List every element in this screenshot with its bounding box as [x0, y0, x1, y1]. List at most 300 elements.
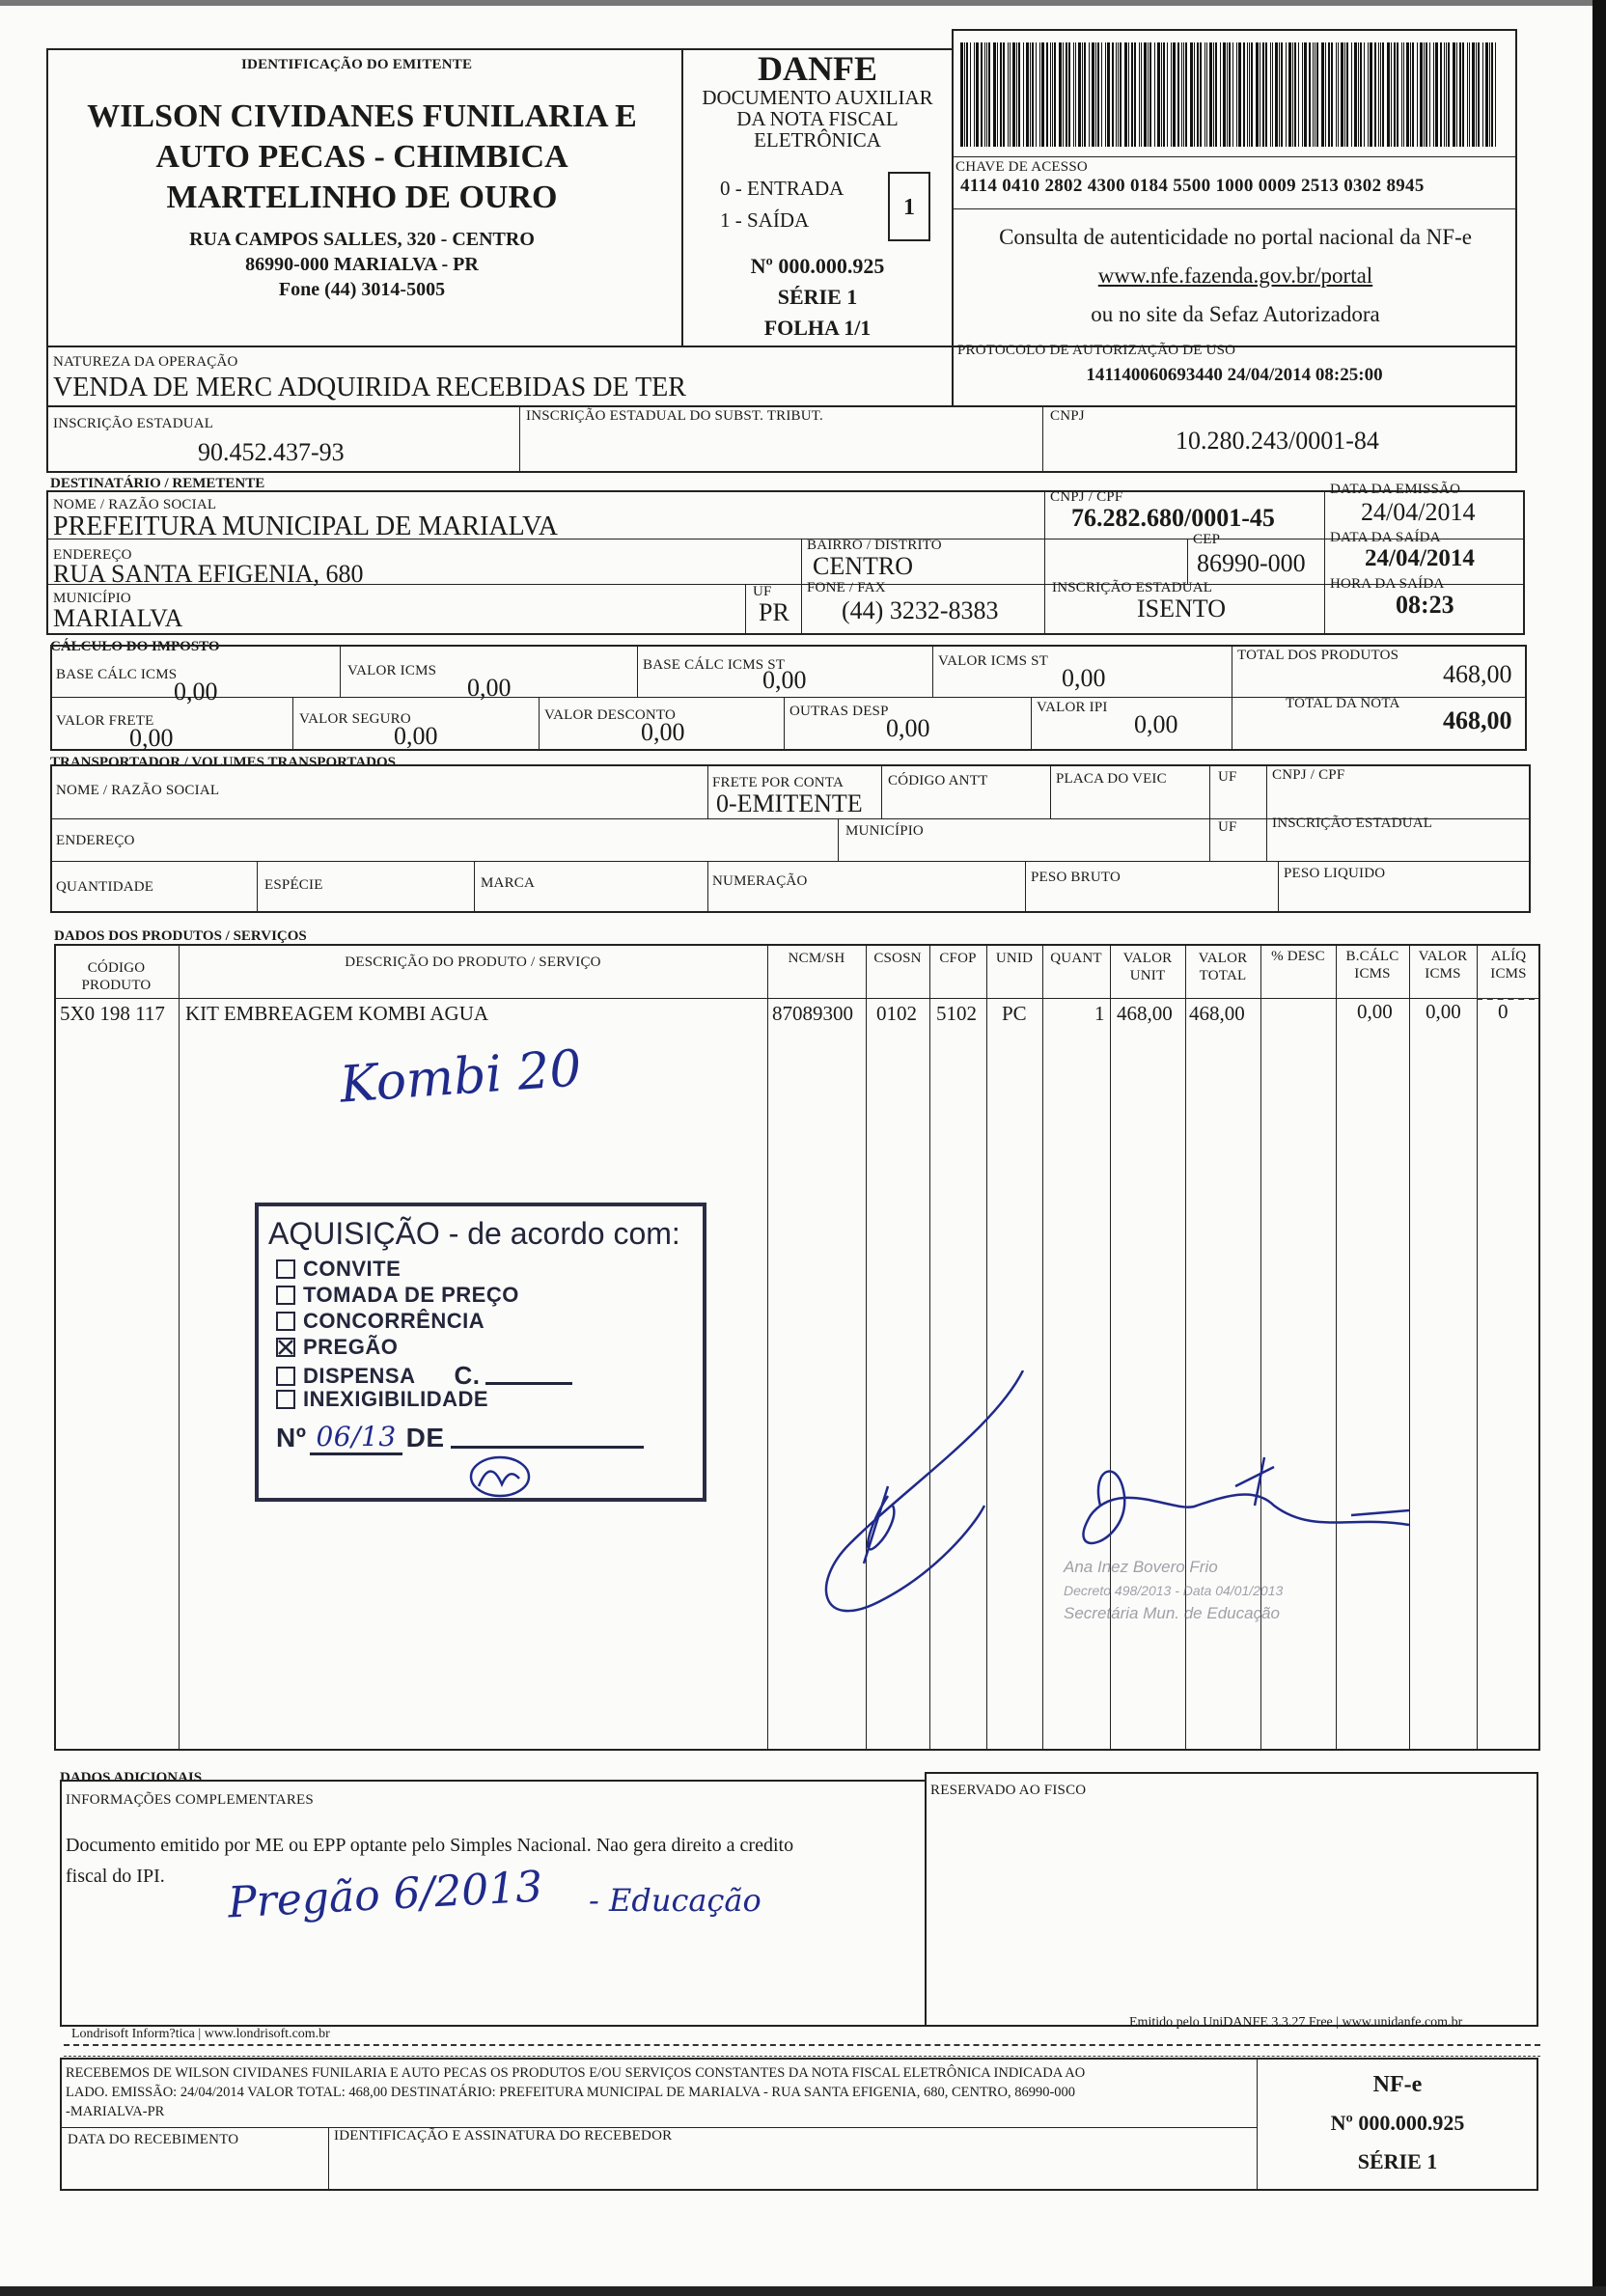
th-aliq-1: ALÍQ	[1490, 949, 1527, 964]
barcode-bar	[1124, 42, 1127, 147]
barcode-bar	[1075, 42, 1076, 147]
barcode-bar	[1321, 42, 1324, 147]
stamp-c-label: C.	[454, 1361, 481, 1390]
td-ncm: 87089300	[772, 1002, 853, 1025]
ipi-label: VALOR IPI	[1037, 700, 1108, 715]
dest-bairro-label: BAIRRO / DISTRITO	[807, 538, 942, 553]
stamp-opt-convite	[276, 1257, 401, 1282]
barcode-bar	[1380, 42, 1381, 147]
barcode-bar	[1016, 42, 1017, 147]
barcode-bar	[1313, 42, 1314, 147]
barcode-bar	[1286, 42, 1287, 147]
tr-v11	[1278, 861, 1279, 913]
barcode-bar	[1213, 42, 1214, 147]
checkbox-inexigibilidade	[276, 1390, 295, 1409]
barcode-bar	[1316, 42, 1318, 147]
tr-v4	[1209, 764, 1210, 861]
dest-bairro: CENTRO	[813, 552, 913, 580]
th-aliq	[1477, 948, 1540, 982]
barcode-bar	[1082, 42, 1083, 147]
stamp-numero-label: Nº	[276, 1423, 307, 1452]
th-unid: UNID	[995, 951, 1034, 966]
canhoto-text2: LADO. EMISSÃO: 24/04/2014 VALOR TOTAL: 468,00 DESTINATÁRIO: PREFEITURA MUNICIPAL DE MARIALVA - RUA SANTA EFIGENIA, 680, CENTRO, 86990-000	[66, 2085, 1076, 2100]
barcode-bar	[1410, 42, 1411, 147]
barcode-bar	[1489, 42, 1490, 147]
ipi: 0,00	[1134, 710, 1178, 738]
table-row	[0, 1000, 1606, 1029]
transportador-section-label: TRANSPORTADOR / VOLUMES TRANSPORTADOS	[50, 755, 397, 770]
th-csosn: CSOSN	[873, 951, 922, 966]
barcode-bar	[1092, 42, 1094, 147]
barcode-bar	[1120, 42, 1121, 147]
barcode-bar	[1251, 42, 1253, 147]
barcode-bar	[1440, 42, 1442, 147]
barcode-bar	[1003, 42, 1005, 147]
barcode-bar	[1309, 42, 1311, 147]
th-vtotal-2: TOTAL	[1199, 968, 1247, 983]
protocolo-value: 141140060693440 24/04/2014 08:25:00	[1086, 365, 1383, 385]
tr-marca-label: MARCA	[481, 875, 536, 891]
barcode-bar	[1107, 42, 1110, 147]
fisco-label: RESERVADO AO FISCO	[930, 1783, 1087, 1798]
barcode-bar	[1394, 42, 1396, 147]
dest-v2	[1324, 490, 1325, 635]
th-bcalc	[1336, 948, 1409, 982]
barcode-bar	[1236, 42, 1237, 147]
tr-quantidade-label: QUANTIDADE	[56, 879, 154, 895]
barcode-bar	[1050, 42, 1051, 147]
barcode-bar	[1030, 42, 1031, 147]
tr-v2	[881, 764, 882, 818]
barcode-bar	[1046, 42, 1048, 147]
barcode-bar	[1374, 42, 1376, 147]
barcode-bar	[1118, 42, 1119, 147]
stamp-initials-scribble	[461, 1448, 539, 1506]
barcode-bar	[1491, 42, 1493, 147]
signature-line2: Decreto 498/2013 - Data 04/01/2013	[1064, 1583, 1284, 1598]
barcode-bar	[966, 42, 968, 147]
barcode-bar	[1243, 42, 1245, 147]
th-codigo-2: PRODUTO	[81, 978, 152, 993]
dest-endereco-label: ENDEREÇO	[53, 547, 132, 563]
barcode-bar	[1249, 42, 1250, 147]
barcode-bar	[1105, 42, 1106, 147]
barcode-bar	[974, 42, 975, 147]
chave-consulta2: ou no site da Sefaz Autorizadora	[1091, 302, 1380, 326]
barcode-bar	[1036, 42, 1037, 147]
emitente-name-line3: MARTELINHO DE OURO	[166, 180, 558, 215]
barcode-bar	[1173, 42, 1176, 147]
tr-placa-label: PLACA DO VEIC	[1056, 771, 1167, 787]
barcode-bar	[1185, 42, 1187, 147]
barcode-bar	[1358, 42, 1359, 147]
barcode-bar	[1262, 42, 1264, 147]
stamp-c-blank	[485, 1368, 572, 1385]
barcode-bar	[1206, 42, 1207, 147]
desconto: 0,00	[641, 718, 685, 746]
barcode-bar	[1068, 42, 1070, 147]
barcode-bar	[1478, 42, 1480, 147]
canhoto-assinatura-label: IDENTIFICAÇÃO E ASSINATURA DO RECEBEDOR	[334, 2128, 673, 2144]
dest-saida-label: DATA DA SAÍDA	[1330, 530, 1441, 545]
barcode-bar	[1041, 42, 1044, 147]
barcode-bar	[1183, 42, 1184, 147]
barcode-bar	[1084, 42, 1086, 147]
barcode-bar	[1204, 42, 1205, 147]
emitente-name-line2: AUTO PECAS - CHIMBICA	[155, 139, 568, 175]
checkbox-concorrencia	[276, 1312, 295, 1331]
barcode-bar	[1095, 42, 1096, 147]
barcode-bar	[960, 42, 963, 147]
barcode-bar	[984, 42, 985, 147]
imposto-section-label: CÁLCULO DO IMPOSTO	[50, 639, 220, 654]
dest-saida: 24/04/2014	[1365, 545, 1475, 571]
natureza-value: VENDA DE MERC ADQUIRIDA RECEBIDAS DE TER	[53, 373, 686, 402]
barcode-bar	[1054, 42, 1056, 147]
tr-frete: 0-EMITENTE	[716, 789, 863, 817]
th-vicms	[1409, 948, 1477, 982]
barcode-bar	[964, 42, 965, 147]
danfe-tipo: 1	[903, 195, 915, 220]
barcode-bar	[1209, 42, 1212, 147]
cnpj-value: 10.280.243/0001-84	[1176, 427, 1379, 455]
signature-stamp-text	[1064, 1556, 1283, 1625]
canhoto-recebimento-label: DATA DO RECEBIMENTO	[68, 2132, 239, 2147]
barcode-bar	[993, 42, 996, 147]
stamp-numero-handwritten: 06/13	[310, 1421, 402, 1455]
stamp-opt-inexigibilidade	[276, 1387, 488, 1412]
tr-uf2-label: UF	[1218, 819, 1237, 835]
danfe-folha: FOLHA 1/1	[763, 316, 872, 340]
danfe-serie: SÉRIE 1	[777, 285, 858, 309]
footer-left: Londrisoft Inform?tica | www.londrisoft.com.br	[71, 2027, 330, 2041]
stamp-opt6-label: INEXIGIBILIDADE	[303, 1387, 489, 1411]
scan-edge-bottom	[0, 2286, 1606, 2296]
dest-emissao-label: DATA DA EMISSÃO	[1330, 482, 1461, 497]
tr-v8	[474, 861, 475, 913]
footer-right: Emitido pelo UniDANFE 3.3.27 Free | www.unidanfe.com.br	[1129, 2015, 1463, 2030]
th-codigo-1: CÓDIGO	[87, 960, 146, 976]
th-bcalc-1: B.CÁLC	[1345, 949, 1399, 964]
emitente-name	[58, 97, 666, 218]
outras-label: OUTRAS DESP	[789, 704, 889, 719]
ie-label: INSCRIÇÃO ESTADUAL	[53, 416, 214, 431]
dest-endereco: RUA SANTA EFIGENIA, 680	[53, 560, 364, 588]
handwritten-pregao-note: Pregão 6/2013	[226, 1862, 544, 1928]
td-descricao: KIT EMBREAGEM KOMBI AGUA	[185, 1002, 489, 1025]
prod-col-v1	[179, 944, 180, 1751]
row-dashed-line	[1477, 998, 1535, 1000]
barcode-bar	[1223, 42, 1226, 147]
stamp-title: AQUISIÇÃO - de acordo com:	[268, 1216, 680, 1251]
barcode-bar	[1446, 42, 1447, 147]
chave-divider	[952, 156, 1517, 157]
handwritten-educacao-note: - Educação	[589, 1882, 761, 1919]
barcode-bar	[1097, 42, 1099, 147]
tr-v5	[1266, 764, 1267, 861]
barcode-bar	[1194, 42, 1195, 147]
danfe-entrada: 0 - ENTRADA	[720, 177, 845, 200]
base-icms: 0,00	[174, 678, 218, 705]
danfe-tipo-box	[888, 172, 930, 241]
emitente-address-line1: RUA CAMPOS SALLES, 320 - CENTRO	[189, 229, 535, 250]
barcode-bar	[1391, 42, 1392, 147]
barcode-bar	[1128, 42, 1129, 147]
barcode-bar	[1459, 42, 1461, 147]
valor-st: 0,00	[1062, 664, 1106, 692]
emitente-name-line1: WILSON CIVIDANES FUNILARIA E	[87, 98, 637, 134]
th-ncm: NCM/SH	[788, 951, 845, 966]
chave-consulta-url[interactable]: www.nfe.fazenda.gov.br/portal	[1097, 263, 1373, 288]
barcode-bar	[1412, 42, 1414, 147]
tr-cnpj-label: CNPJ / CPF	[1272, 767, 1345, 783]
imp-v8	[1031, 697, 1032, 751]
barcode-bar	[1448, 42, 1450, 147]
dest-hora-label: HORA DA SAÍDA	[1330, 576, 1445, 592]
barcode-bar	[1298, 42, 1299, 147]
emitente-phone: Fone (44) 3014-5005	[278, 279, 446, 300]
barcode-bar	[1078, 42, 1081, 147]
frete-label: VALOR FRETE	[56, 713, 154, 729]
th-descricao: DESCRIÇÃO DO PRODUTO / SERVIÇO	[345, 954, 601, 970]
natureza-label: NATUREZA DA OPERAÇÃO	[53, 354, 238, 370]
barcode-bar	[1482, 42, 1483, 147]
barcode-bar	[1059, 42, 1062, 147]
canhoto-text1: RECEBEMOS DE WILSON CIVIDANES FUNILARIA E AUTO PECAS OS PRODUTOS E/OU SERVIÇOS CONSTANTES DA NOTA FISCAL ELETRÔNICA INDICADA AO	[66, 2065, 1086, 2081]
barcode-bar	[1000, 42, 1002, 147]
barcode-bar	[1052, 42, 1053, 147]
danfe-title: DANFE	[758, 49, 877, 88]
th-vtotal-1: VALOR	[1198, 951, 1248, 966]
stamp-numero-line	[276, 1421, 644, 1455]
prod-col-v2	[767, 944, 768, 1751]
barcode-bar	[1073, 42, 1074, 147]
dest-v3	[801, 539, 802, 635]
td-codigo: 5X0 198 117	[60, 1002, 165, 1025]
barcode-bar	[1265, 42, 1267, 147]
barcode-bar	[1154, 42, 1155, 147]
barcode-bar	[1417, 42, 1418, 147]
barcode-bar	[981, 42, 983, 147]
barcode-bar	[976, 42, 979, 147]
cnpj-label: CNPJ	[1050, 408, 1085, 424]
barcode-bar	[1238, 42, 1241, 147]
barcode-bar	[997, 42, 998, 147]
barcode-bar	[1232, 42, 1233, 147]
danfe-sub1: DOCUMENTO AUXILIAR	[702, 86, 933, 109]
tr-numeracao-label: NUMERAÇÃO	[712, 873, 808, 889]
barcode-bar	[1023, 42, 1024, 147]
barcode-bar	[1101, 42, 1102, 147]
valor-icms: 0,00	[467, 674, 512, 702]
tr-endereco-label: ENDEREÇO	[56, 833, 135, 848]
barcode-bar	[1469, 42, 1470, 147]
barcode-bar	[1200, 42, 1202, 147]
checkbox-tomada	[276, 1286, 295, 1305]
barcode-bar	[1338, 42, 1339, 147]
stamp-opt4-label: PREGÃO	[303, 1335, 399, 1359]
barcode-bar	[1401, 42, 1402, 147]
canhoto-nfe: NF-e	[1372, 2072, 1423, 2097]
emitente-address-line2: 86990-000 MARIALVA - PR	[245, 254, 479, 275]
fisco-box	[925, 1772, 1538, 2027]
barcode-bar	[1279, 42, 1280, 147]
chave-divider2	[952, 208, 1517, 209]
chave-consulta1: Consulta de autenticidade no portal nacional da NF-e	[999, 225, 1472, 249]
td-bcalc: 0,00	[1357, 1000, 1393, 1023]
barcode-bar	[1149, 42, 1151, 147]
canhoto-text	[66, 2063, 1253, 2121]
base-st-label: BASE CÁLC ICMS ST	[643, 657, 786, 673]
barcode-bar	[1018, 42, 1020, 147]
barcode-bar	[1272, 42, 1273, 147]
prod-row-dash	[54, 998, 1540, 999]
barcode-bar	[1190, 42, 1193, 147]
base-icms-label: BASE CÁLC ICMS	[56, 667, 178, 682]
td-unid: PC	[1002, 1002, 1027, 1025]
seguro-label: VALOR SEGURO	[299, 711, 411, 727]
dest-uf: PR	[759, 598, 789, 626]
info-line1: Documento emitido por ME ou EPP optante pelo Simples Nacional. Nao gera direito a credito	[66, 1835, 794, 1856]
barcode-bar	[1032, 42, 1034, 147]
th-quant: QUANT	[1050, 951, 1102, 966]
dest-cnpj: 76.282.680/0001-45	[1071, 504, 1275, 532]
barcode-bar	[1351, 42, 1352, 147]
dest-ie-label: INSCRIÇÃO ESTADUAL	[1052, 580, 1213, 595]
valor-icms-label: VALOR ICMS	[347, 663, 437, 678]
barcode-bar	[1197, 42, 1199, 147]
imp-v3	[932, 645, 933, 697]
total-nota: 468,00	[1443, 706, 1512, 734]
adicionais-section-label: DADOS ADICIONAIS	[60, 1770, 203, 1785]
barcode-bar	[1453, 42, 1455, 147]
barcode-bar	[1325, 42, 1326, 147]
desconto-label: VALOR DESCONTO	[544, 707, 677, 723]
barcode-bar	[1429, 42, 1430, 147]
barcode-bar	[1026, 42, 1029, 147]
frete: 0,00	[129, 724, 174, 752]
total-nota-label: TOTAL DA NOTA	[1286, 696, 1400, 711]
outras: 0,00	[886, 714, 930, 742]
protocolo-label: PROTOCOLO DE AUTORIZAÇÃO DE USO	[957, 343, 1236, 358]
barcode-bar	[1387, 42, 1390, 147]
tr-nome-label: NOME / RAZÃO SOCIAL	[56, 783, 220, 798]
stamp-opt-pregao	[276, 1335, 398, 1360]
destinatario-section-label: DESTINATÁRIO / REMETENTE	[50, 476, 265, 491]
imp-v2	[637, 645, 638, 697]
emitente-address	[58, 227, 666, 302]
barcode-bar	[1472, 42, 1475, 147]
tr-uf-label: UF	[1218, 769, 1237, 785]
tr-liquido-label: PESO LIQUIDO	[1284, 866, 1386, 881]
barcode-bar	[986, 42, 987, 147]
chave-label: CHAVE DE ACESSO	[955, 159, 1088, 175]
tr-v10	[1025, 861, 1026, 913]
barcode-bar	[1171, 42, 1172, 147]
barcode-bar	[1420, 42, 1423, 147]
barcode-bar	[1495, 42, 1496, 147]
valor-st-label: VALOR ICMS ST	[938, 653, 1049, 669]
barcode-bar	[1008, 42, 1009, 147]
chave-value: 4114 0410 2802 4300 0184 5500 1000 0009 2513 0302 8945	[960, 176, 1425, 196]
dest-cep: 86990-000	[1197, 549, 1306, 577]
dest-municipio: MARIALVA	[53, 604, 183, 632]
barcode-bar	[1229, 42, 1231, 147]
barcode-bar	[1247, 42, 1248, 147]
seguro: 0,00	[394, 722, 438, 750]
canhoto-numero: Nº 000.000.925	[1330, 2111, 1465, 2135]
tr-h2	[50, 861, 1531, 862]
barcode-bar	[1378, 42, 1379, 147]
stamp-opt3-label: CONCORRÊNCIA	[303, 1309, 485, 1333]
dest-nome: PREFEITURA MUNICIPAL DE MARIALVA	[53, 512, 559, 541]
base-st: 0,00	[762, 666, 807, 694]
barcode-bar	[1331, 42, 1333, 147]
barcode-bar	[1485, 42, 1488, 147]
aquisicao-stamp	[255, 1203, 706, 1502]
td-aliq: 0	[1498, 1000, 1509, 1023]
barcode-bar	[1148, 42, 1149, 147]
barcode-bar	[1144, 42, 1147, 147]
imp-v7	[784, 697, 785, 751]
danfe-saida: 1 - SAÍDA	[720, 208, 810, 232]
barcode-bar	[1292, 42, 1293, 147]
dest-emissao: 24/04/2014	[1361, 498, 1476, 526]
canhoto-cut-line	[64, 2044, 1540, 2046]
barcode-image	[960, 42, 1501, 147]
barcode-bar	[1167, 42, 1168, 147]
th-vunit-2: UNIT	[1129, 968, 1166, 983]
canhoto-nfe-block	[1257, 2065, 1538, 2181]
dest-nome-label: NOME / RAZÃO SOCIAL	[53, 497, 217, 512]
tr-especie-label: ESPÉCIE	[264, 877, 323, 893]
stamp-date-blank	[451, 1427, 644, 1449]
stamp-opt-concorrencia	[276, 1309, 485, 1334]
canhoto-text3: -MARIALVA-PR	[66, 2104, 165, 2119]
dest-cnpj-label: CNPJ / CPF	[1050, 489, 1123, 505]
stamp-opt2-label: TOMADA DE PREÇO	[303, 1283, 519, 1307]
handwritten-kombi-note: Kombi 20	[338, 1039, 584, 1115]
danfe-sub3: ELETRÔNICA	[754, 128, 881, 152]
dest-hora: 08:23	[1396, 591, 1454, 619]
th-vicms-1: VALOR	[1418, 949, 1468, 964]
barcode-bar	[1177, 42, 1179, 147]
barcode-bar	[1397, 42, 1398, 147]
barcode-bar	[988, 42, 990, 147]
barcode-bar	[1131, 42, 1133, 147]
barcode-bar	[1368, 42, 1369, 147]
chave-consulta	[954, 218, 1517, 334]
barcode-bar	[1010, 42, 1011, 147]
th-vtotal	[1185, 950, 1260, 984]
barcode-bar	[1163, 42, 1165, 147]
total-prod: 468,00	[1443, 660, 1512, 688]
dest-uf-label: UF	[753, 584, 772, 599]
produtos-section-label: DADOS DOS PRODUTOS / SERVIÇOS	[54, 928, 307, 944]
ie-value: 90.452.437-93	[198, 438, 345, 466]
barcode-bar	[1433, 42, 1434, 147]
tr-municipio-label: MUNICÍPIO	[845, 823, 924, 839]
ie-st-label: INSCRIÇÃO ESTADUAL DO SUBST. TRIBUT.	[526, 408, 823, 424]
barcode-bar	[1288, 42, 1291, 147]
dest-fone-label: FONE / FAX	[807, 580, 886, 595]
emitente-section-label: IDENTIFICAÇÃO DO EMITENTE	[241, 57, 473, 72]
tr-v3	[1050, 764, 1051, 818]
barcode-bar	[1382, 42, 1384, 147]
th-vunit-1: VALOR	[1122, 951, 1173, 966]
td-vunit: 468,00	[1117, 1002, 1173, 1025]
canhoto-v2	[328, 2127, 329, 2191]
